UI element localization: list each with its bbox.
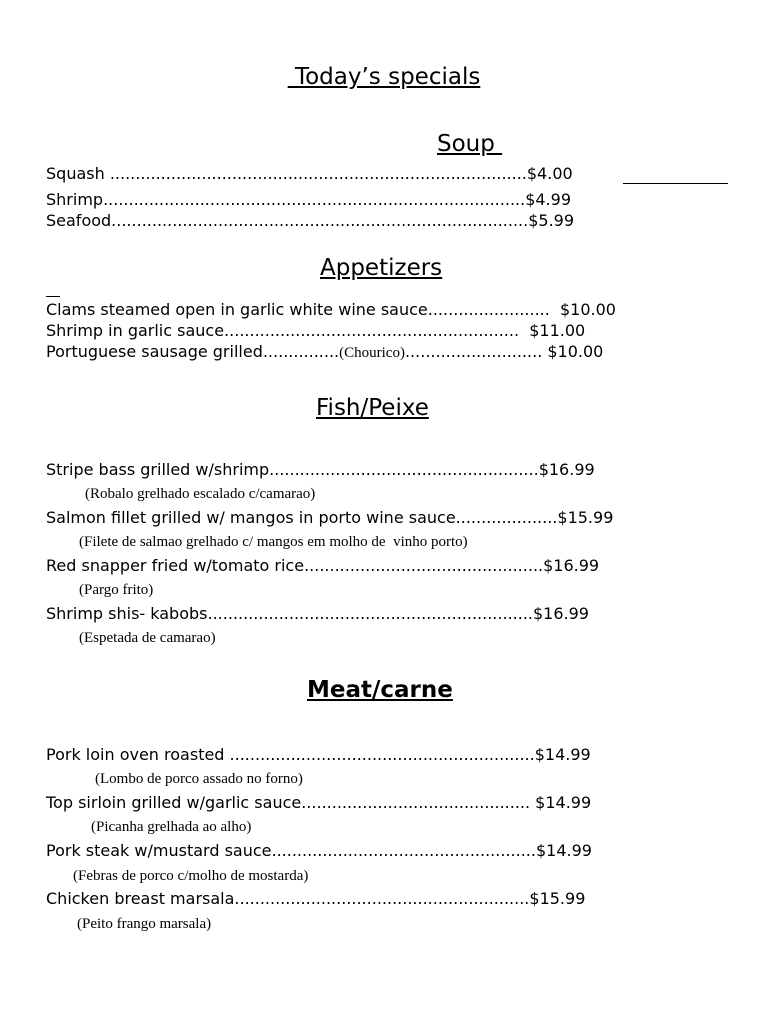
soup-item-squash: Squash ..................................................................................$4.00 <box>46 164 573 183</box>
fish-item-red-snapper: Red snapper fried w/tomato rice...............................................$16.99 <box>46 556 600 575</box>
fish-translation-stripe-bass: (Robalo grelhado escalado c/camarao) <box>85 486 316 502</box>
fish-translation-salmon: (Filete de salmao grelhado c/ mangos em molho de vinho porto) <box>79 534 468 550</box>
menu-title: Today’s specials <box>287 64 481 90</box>
sausage-price: ........................... $10.00 <box>404 342 604 361</box>
meat-heading: Meat/carne <box>307 677 453 703</box>
fish-translation-red-snapper: (Pargo frito) <box>79 582 154 598</box>
appetizers-heading: Appetizers <box>320 255 443 281</box>
soup-item-shrimp: Shrimp...................................................................................$4.99 <box>46 190 571 209</box>
appetizer-item-shrimp: Shrimp in garlic sauce.......................................................... $11.00 <box>46 321 586 340</box>
meat-translation-pork-loin: (Lombo de porco assado no forno) <box>95 771 303 787</box>
appetizer-item-sausage <box>46 344 603 361</box>
fish-translation-shrimp-kabobs: (Espetada de camarao) <box>79 630 216 646</box>
fish-item-shrimp-kabobs: Shrimp shis- kabobs................................................................$16.99 <box>46 604 589 623</box>
soup-item-seafood: Seafood..................................................................................$5.99 <box>46 211 575 230</box>
meat-item-pork-steak: Pork steak w/mustard sauce....................................................$14.99 <box>46 841 592 860</box>
meat-item-chicken-marsala: Chicken breast marsala..........................................................$15.99 <box>46 889 586 908</box>
meat-item-pork-loin: Pork loin oven roasted ............................................................$14.99 <box>46 745 591 764</box>
meat-translation-pork-steak: (Febras de porco c/molho de mostarda) <box>73 868 309 884</box>
soup-underline-rule <box>623 183 728 184</box>
meat-translation-chicken-marsala: (Peito frango marsala) <box>77 916 212 932</box>
appetizer-item-clams: Clams steamed open in garlic white wine sauce........................ $10.00 <box>46 300 616 319</box>
meat-translation-top-sirloin: (Picanha grelhada ao alho) <box>91 819 252 835</box>
sausage-note: (Chourico) <box>339 345 405 361</box>
sausage-name: Portuguese sausage grilled............... <box>46 342 340 361</box>
fish-item-stripe-bass: Stripe bass grilled w/shrimp.....................................................$16.99 <box>46 460 595 479</box>
meat-item-top-sirloin: Top sirloin grilled w/garlic sauce............................................. $14.99 <box>46 793 592 812</box>
fish-item-salmon: Salmon fillet grilled w/ mangos in porto wine sauce....................$15.99 <box>46 508 614 527</box>
soup-heading: Soup <box>437 131 503 157</box>
appetizer-mark-rule <box>46 296 60 297</box>
fish-heading: Fish/Peixe <box>316 395 429 421</box>
